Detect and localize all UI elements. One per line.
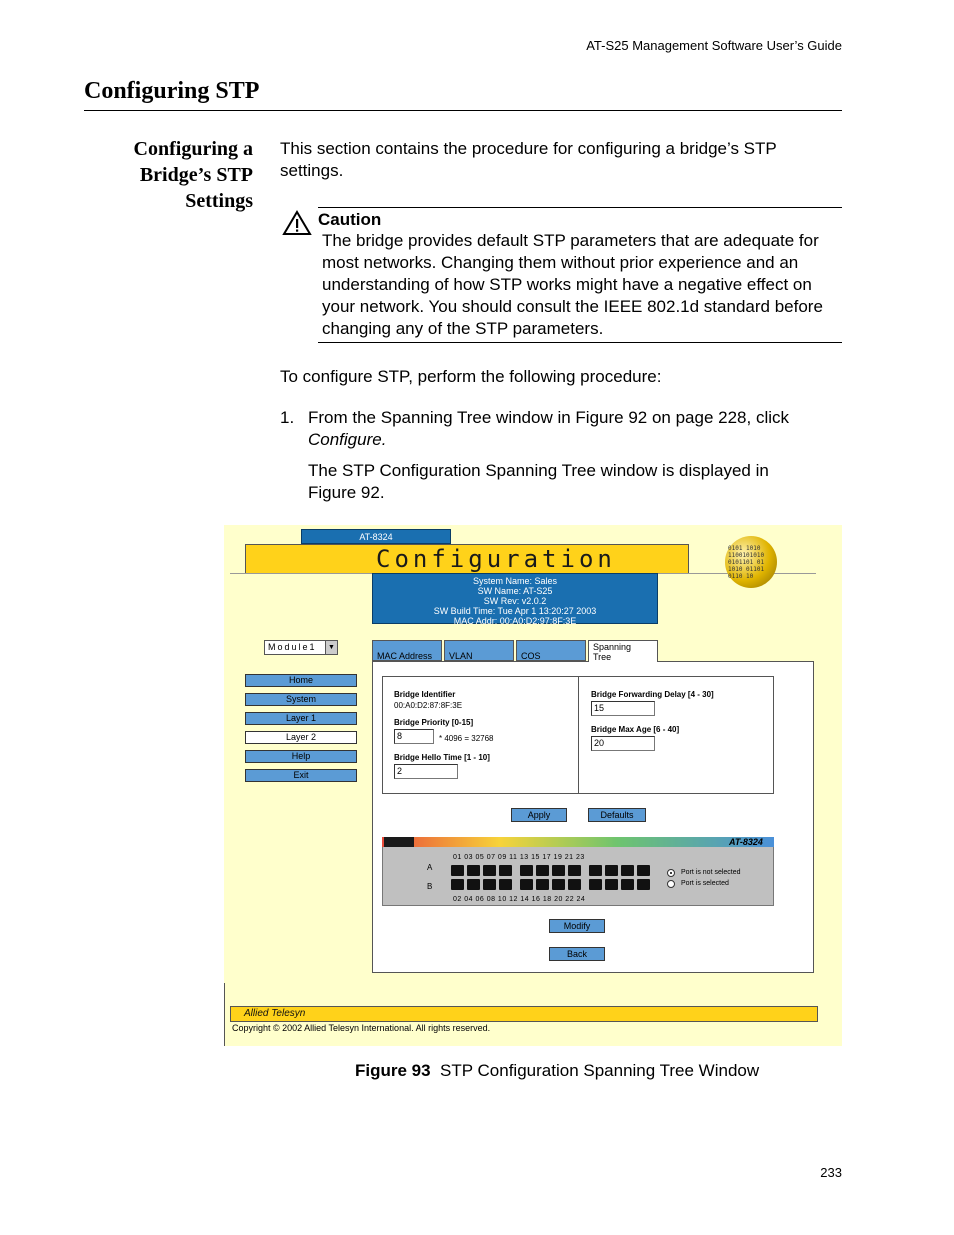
- chevron-down-icon[interactable]: ▼: [325, 641, 337, 654]
- port[interactable]: [483, 879, 496, 890]
- caution-text: The bridge provides default STP parameters that are adequate for most networks. Changing them without prior experience and an understanding of how STP works might have a negative effect on your network. You should consult the IEEE 802.1d standard before changing any of the STP parameters.: [322, 231, 823, 338]
- subsection-title-line: Bridge’s STP: [139, 164, 253, 186]
- apply-button[interactable]: Apply: [511, 808, 567, 822]
- module-select-value: Module1: [268, 642, 317, 652]
- page-number: 233: [820, 1165, 842, 1180]
- port[interactable]: [499, 879, 512, 890]
- subsection-title-line: Settings: [185, 190, 253, 212]
- port[interactable]: [552, 879, 565, 890]
- port[interactable]: [621, 879, 634, 890]
- port[interactable]: [536, 865, 549, 876]
- subsection-title-line: Configuring a: [133, 138, 253, 160]
- port[interactable]: [637, 865, 650, 876]
- port-grid: [449, 865, 659, 893]
- bridge-identifier-label: Bridge Identifier: [394, 690, 456, 699]
- port[interactable]: [605, 865, 618, 876]
- figure-caption-text: STP Configuration Spanning Tree Window: [440, 1061, 760, 1080]
- port[interactable]: [499, 865, 512, 876]
- allied-telesyn-logo-icon: [384, 837, 414, 847]
- bridge-priority-label: Bridge Priority [0-15]: [394, 718, 474, 727]
- port[interactable]: [589, 865, 602, 876]
- top-port-numbers: 01 03 05 07 09 11 13 15 17 19 21 23: [453, 854, 585, 861]
- tab-label-line: Spanning: [593, 642, 632, 652]
- nav-layer1-button[interactable]: Layer 1: [245, 712, 357, 725]
- switch-model-label: AT-8324: [729, 837, 763, 847]
- port[interactable]: [467, 865, 480, 876]
- max-age-label: Bridge Max Age [6 - 40]: [591, 725, 680, 734]
- configuration-banner: Configuration: [245, 544, 689, 574]
- forward-delay-label: Bridge Forwarding Delay [4 - 30]: [591, 690, 714, 699]
- allied-telesyn-footer-logo: Allied Telesyn: [244, 1008, 306, 1019]
- title-rule: [84, 110, 842, 111]
- bridge-priority-input[interactable]: 8: [394, 729, 434, 744]
- caution-top-rule: [318, 207, 842, 208]
- port[interactable]: [467, 879, 480, 890]
- sw-name: SW Name: AT-S25: [477, 586, 553, 596]
- port[interactable]: [536, 879, 549, 890]
- port[interactable]: [552, 865, 565, 876]
- forward-delay-input[interactable]: 15: [591, 701, 655, 716]
- tab-vlan[interactable]: VLAN: [444, 640, 514, 661]
- footer-bar: [230, 1006, 818, 1022]
- row-b-label: B: [427, 882, 433, 891]
- port[interactable]: [520, 865, 533, 876]
- mac-addr: MAC Addr: 00:A0:D2:97:8F:3E: [453, 616, 577, 626]
- switch-color-stripe: [382, 837, 774, 847]
- figure-label: Figure 93: [355, 1061, 431, 1080]
- frame-line: [224, 983, 225, 1046]
- port[interactable]: [483, 865, 496, 876]
- port[interactable]: [568, 879, 581, 890]
- port[interactable]: [520, 879, 533, 890]
- system-info-box: [372, 573, 658, 624]
- system-name: System Name: Sales: [472, 576, 558, 586]
- bridge-priority-note: * 4096 = 32768: [439, 734, 494, 743]
- sw-rev: SW Rev: v2.0.2: [483, 596, 547, 606]
- legend-selected: Port is selected: [681, 880, 729, 887]
- nav-help-button[interactable]: Help: [245, 750, 357, 763]
- max-age-input[interactable]: 20: [591, 736, 655, 751]
- modify-button[interactable]: Modify: [549, 919, 605, 933]
- procedure-lead: To configure STP, perform the following procedure:: [280, 367, 662, 386]
- globe-binary-decoration: 0101 1010 1100101010 0101101 01 1010 01101 0110 10: [728, 545, 765, 580]
- legend-not-selected: Port is not selected: [681, 869, 741, 876]
- back-button[interactable]: Back: [549, 947, 605, 961]
- port[interactable]: [589, 879, 602, 890]
- port[interactable]: [605, 879, 618, 890]
- section-title: Configuring STP: [84, 78, 260, 104]
- legend-radio-not-selected: [667, 869, 675, 877]
- subsection-title: [84, 136, 253, 214]
- bottom-port-numbers: 02 04 06 08 10 12 14 16 18 20 22 24: [453, 896, 586, 903]
- tab-mac-address[interactable]: MAC Address: [372, 640, 442, 661]
- caution-bottom-rule: [318, 342, 842, 343]
- legend-radio-selected: [667, 880, 675, 888]
- port[interactable]: [621, 865, 634, 876]
- model-tab[interactable]: AT-8324: [301, 529, 451, 544]
- step-text: [308, 407, 828, 451]
- figure-caption: [355, 1061, 759, 1081]
- hello-time-label: Bridge Hello Time [1 - 10]: [394, 753, 490, 762]
- port[interactable]: [451, 879, 464, 890]
- row-a-label: A: [427, 863, 433, 872]
- form-divider: [578, 676, 579, 794]
- step-number: 1.: [280, 408, 295, 427]
- running-header: AT-S25 Management Software User’s Guide: [586, 38, 842, 53]
- tab-spanning-tree[interactable]: [588, 640, 658, 662]
- nav-exit-button[interactable]: Exit: [245, 769, 357, 782]
- hello-time-input[interactable]: 2: [394, 764, 458, 779]
- port[interactable]: [451, 865, 464, 876]
- intro-paragraph: This section contains the procedure for configuring a bridge’s STP settings.: [280, 139, 777, 180]
- step-result: The STP Configuration Spanning Tree window is displayed in Figure 92.: [308, 461, 769, 502]
- port[interactable]: [568, 865, 581, 876]
- nav-home-button[interactable]: Home: [245, 674, 357, 687]
- module-select[interactable]: [264, 640, 338, 655]
- step-text-main: From the Spanning Tree window in Figure 92 on page 228, click: [308, 408, 789, 427]
- port[interactable]: [637, 879, 650, 890]
- step-text-italic: Configure.: [308, 430, 387, 449]
- caution-title: Caution: [318, 210, 382, 229]
- nav-system-button[interactable]: System: [245, 693, 357, 706]
- nav-layer2-button[interactable]: Layer 2: [245, 731, 357, 744]
- bridge-identifier-value: 00:A0:D2:87:8F:3E: [394, 701, 463, 710]
- defaults-button[interactable]: Defaults: [588, 808, 646, 822]
- tab-label-line: Tree: [593, 652, 612, 662]
- screenshot-figure: [224, 525, 842, 1046]
- sw-build-time: SW Build Time: Tue Apr 1 13:20:27 2003: [433, 606, 597, 616]
- copyright-text: Copyright © 2002 Allied Telesyn International. All rights reserved.: [232, 1023, 491, 1033]
- warning-icon: [282, 210, 312, 241]
- tab-cos[interactable]: COS: [516, 640, 586, 661]
